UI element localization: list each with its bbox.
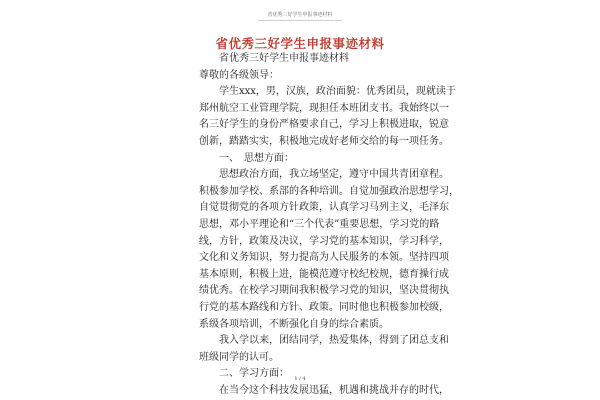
body-line: 基本原则，积极上进，能模范遵守校纪校规，德育操行成 (199, 268, 449, 280)
body-line: 自觉贯彻党的各项方针政策，认真学习马列主义，毛泽东 (199, 202, 449, 214)
body-line: 学生xxx，男，汉族，政治面貌：优秀团员，现就读于 (219, 86, 456, 98)
body-line: 系级各项培训，不断强化自身的综合素质。 (199, 318, 389, 330)
body-line: 创新，踏踏实实，积极地完成好老师交给的每一项任务。 (199, 135, 449, 147)
document-body (199, 51, 459, 399)
body-line: 行党的基本路线和方针、政策。同时他也积极参加校级， (199, 301, 449, 313)
body-line: 积极参加学校、系部的各种培训。自觉加强政治思想学习， (199, 185, 459, 197)
body-line: 名三好学生的身份严格要求自己，学习上积极进取，锐意 (199, 119, 449, 131)
body-line: 我入学以来，团结同学，热爱集体，得到了团总支和 (219, 335, 449, 347)
body-line: 郑州航空工业管理学院，现担任本班团支书。我始终以一 (199, 102, 449, 114)
body-line: 绩优秀。在校学习期间我积极学习党的知识，坚决贯彻执 (199, 285, 449, 297)
salutation-line: 尊敬的各级领导： (199, 69, 279, 81)
body-line: 在当今这个科技发展迅猛，机遇和挑战并存的时代， (219, 384, 449, 396)
body-line: 思想，邓小平理论和“三个代表”重要思想，学习党的路 (199, 218, 440, 230)
running-header: 省优秀三好学生申报事迹材料 (267, 12, 333, 18)
subtitle-line: 省优秀三好学生申报事迹材料 (219, 53, 349, 64)
body-line: 线，方针，政策及决议，学习党的基本知识，学习科学， (199, 235, 449, 247)
page-number: 1 / 4 (294, 376, 306, 382)
section-heading-thought: 一、 思想方面： (219, 152, 294, 164)
body-line: 文化和义务知识，努力提高为人民服务的本领。坚持四项 (199, 252, 449, 264)
section-heading-study: 二、学习方面： (219, 368, 289, 380)
body-line: 思想政治方面，我立场坚定，遵守中国共青团章程。 (219, 169, 449, 181)
body-line: 班级同学的认可。 (199, 351, 279, 363)
document-title: 省优秀三好学生申报事迹材料 (215, 36, 385, 51)
header-divider (258, 20, 342, 21)
